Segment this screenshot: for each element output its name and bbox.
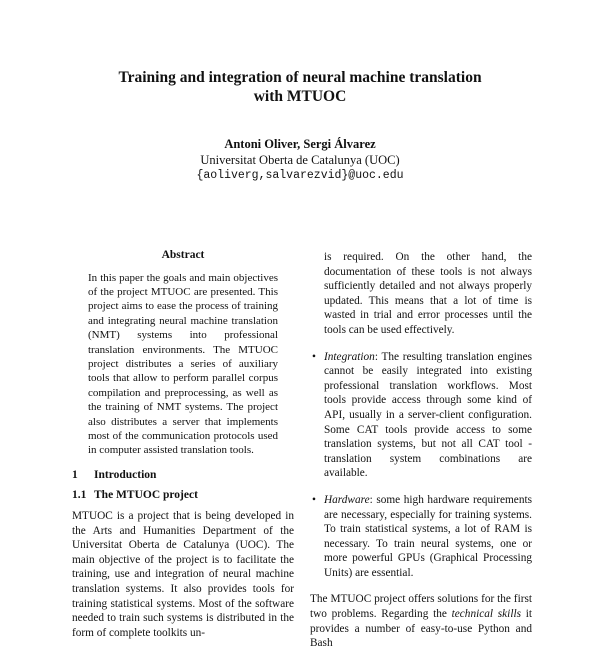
subsection-title: The MTUOC project (94, 489, 198, 502)
subsection-number: 1.1 (72, 489, 87, 502)
bullet-list (310, 350, 532, 581)
author-block (0, 136, 600, 184)
solutions-text-end: it provides a number of easy-to-use Python and Bash (310, 608, 533, 650)
abstract-heading: Abstract (161, 249, 205, 261)
section-heading-introduction (72, 468, 294, 483)
bullet-text: : some high hardware requirements are necessary, especially for training systems. To train statistical systems, a lot of RAM is necessary. To train neural systems, one or more powerful GPUs (Graphical Processing Units) are essential. (324, 493, 532, 579)
author-affiliation: Universitat Oberta de Catalunya (UOC) (200, 153, 400, 167)
subsection-heading-mtuoc-project (72, 488, 294, 503)
author-email: {aoliverg,salvarezvid}@uoc.edu (196, 169, 404, 182)
bullet-text: : The resulting translation engines cannot be easily integrated into existing professional translation workflows. Most tools provide access through some kind of API, usually in a server-client configuration. Some CAT tools provide access to some translation systems, but not all CAT tool - translation system combinations are available. (324, 350, 532, 480)
bullet-term: Integration (324, 350, 375, 363)
left-column (72, 248, 294, 640)
abstract-text: In this paper the goals and main objectives of the project MTUOC are presented. This project aims to ease the process of training and integrating neural machine translation (NMT) systems into professional translation environments. The MTUOC project distributes a series of auxiliary tools that allow to perform parallel corpus compilation and preprocessing, as well as the training of NMT systems. The project also distributes a server that implements most of the communication protocols used in computer assisted translation tools. (88, 271, 278, 457)
section-number: 1 (72, 468, 78, 481)
author-names: Antoni Oliver, Sergi Álvarez (224, 137, 376, 151)
continued-bullet-text: is required. On the other hand, the documentation of these tools is not always sufficiently detailed and not always properly updated. This means that a lot of time is wasted in trial and error processes until the tools can be used effectively. (324, 251, 532, 336)
solutions-text-start: The MTUOC project offers solutions for the first two problems. Regarding the (310, 593, 532, 621)
title-line-2: with MTUOC (253, 88, 347, 105)
bullet-term: Hardware (324, 493, 370, 506)
bullet-item-hardware (310, 493, 532, 581)
title-line-1: Training and integration of neural machine translation (118, 69, 482, 86)
bullet-item-integration (310, 350, 532, 481)
bullet-marker: • (312, 493, 316, 506)
intro-paragraph: MTUOC is a project that is being developed in the Arts and Humanities Department of the Universitat Oberta de Catalunya (UOC). The main objective of the project is to facilitate the training, use and integration of neural machine translation systems. It also provides tools for training statistical systems. Most of the software needed to train such systems is distributed in the form of complete toolkits un- (72, 510, 294, 639)
section-title: Introduction (94, 468, 157, 481)
paper-title (0, 68, 600, 106)
solutions-term: technical skills (451, 608, 521, 621)
right-column (310, 250, 532, 651)
solutions-paragraph (310, 592, 532, 650)
bullet-marker: • (312, 350, 316, 363)
